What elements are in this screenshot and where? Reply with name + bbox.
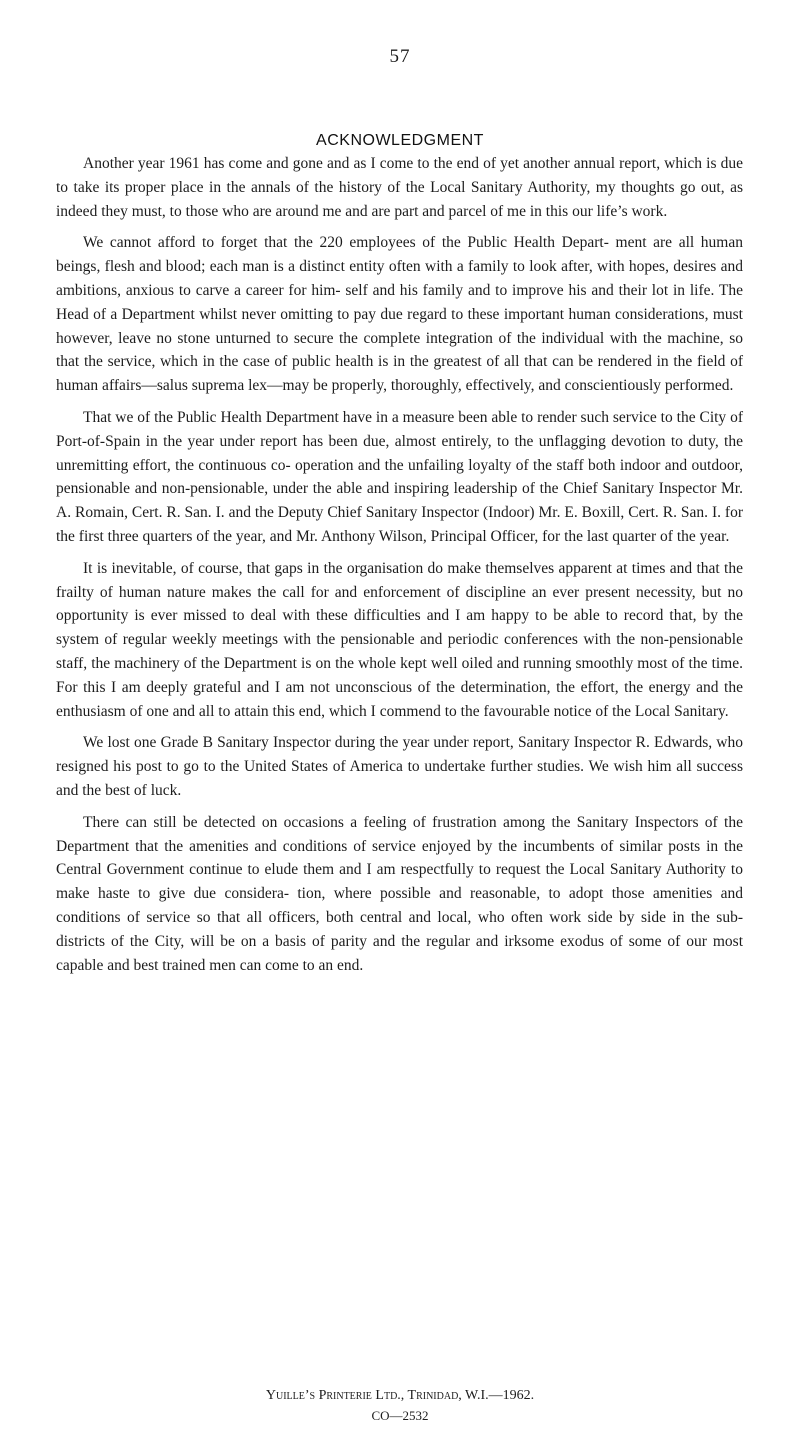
paragraph-service: That we of the Public Health Department have in a measure been able to render such service to the City of Port-of-Spain in the year under report has been due, almost entirely, to the unflagging devotion to duty, the unremitting effort, the continuous co- operation and the unfailing loyalty of the staff both indoor and outdoor, pensionable and non-pensionable, under the able and inspiring leadership of the Chief Sanitary Inspector Mr. A. Romain, Cert. R. San. I. and the Deputy Chief Sanitary Inspector (Indoor) Mr. E. Boxill, Cert. R. San. I. for the first three quarters of the year, and Mr. Anthony Wilson, Principal Officer, for the last quarter of the year. — [56, 408, 743, 545]
printer-line: Yuille’s Printerie Ltd., Trinidad, W.I.—1962. — [265, 1388, 535, 1403]
paragraph-staff-loss: We lost one Grade B Sanitary Inspector during the year under report, Sanitary Inspector R. Edwards, who resigned his post to go to the United States of America to undertake further studies. We wish him all success and the best of luck. — [56, 734, 743, 799]
body-text — [56, 152, 743, 985]
print-code: CO—2532 — [371, 1408, 429, 1423]
page-number: 57 — [389, 46, 411, 67]
paragraph-organisation: It is inevitable, of course, that gaps in the organisation do make themselves apparent at times and that the frailty of human nature makes the call for and enforcement of discipline an ever present necessity, but no opportunity is ever missed to deal with these difficulties and I am happy to be able to record that, by the system of regular weekly meetings with the pensionable and periodic conferences with the non-pensionable staff, the machinery of the Department is on the whole kept well oiled and running smoothly most of the time. For this I am deeply grateful and I am not unconscious of the determination, the effort, the energy and the enthusiasm of one and all to attain this end, which I commend to the favourable notice of the Local Sanitary. — [56, 559, 743, 720]
paragraph-employees: We cannot afford to forget that the 220 employees of the Public Health Depart- ment are all human beings, flesh and blood; each man is a distinct entity often with a family to look after, with hopes, desires and ambitions, anxious to carve a career for him- self and his family and to improve his and their lot in life. The Head of a Department whilst never omitting to pay due regard to these important human considerations, must however, leave no stone unturned to secure the complete integration of the individual with the machine, so that the service, which in the case of public health is in the greatest of all that can be rendered in the field of human affairs—salus suprema lex—may be properly, thoroughly, effectively, and conscientiously performed. — [56, 234, 743, 395]
page-title: ACKNOWLEDGMENT — [316, 132, 484, 149]
paragraph-intro: Another year 1961 has come and gone and as I come to the end of yet another annual report, which is due to take its proper place in the annals of the history of the Local Sanitary Authority, my thoughts go out, as indeed they must, to those who are around me and are part and parcel of me in this our life’s work. — [56, 155, 743, 220]
printer-imprint — [0, 1386, 800, 1426]
paragraph-frustration: There can still be detected on occasions a feeling of frustration among the Sanitary Inspectors of the Department that the amenities and conditions of service enjoyed by the incumbents of similar posts in the Central Government continue to elude them and I am respectfully to request the Local Sanitary Authority to make haste to give due considera- tion, where possible and reasonable, to adopt those amenities and conditions of service so that all officers, both central and local, who often work side by side in the sub-districts of the City, will be on a basis of parity and the regular and irksome exodus of some of our most capable and best trained men can come to an end. — [56, 813, 743, 974]
